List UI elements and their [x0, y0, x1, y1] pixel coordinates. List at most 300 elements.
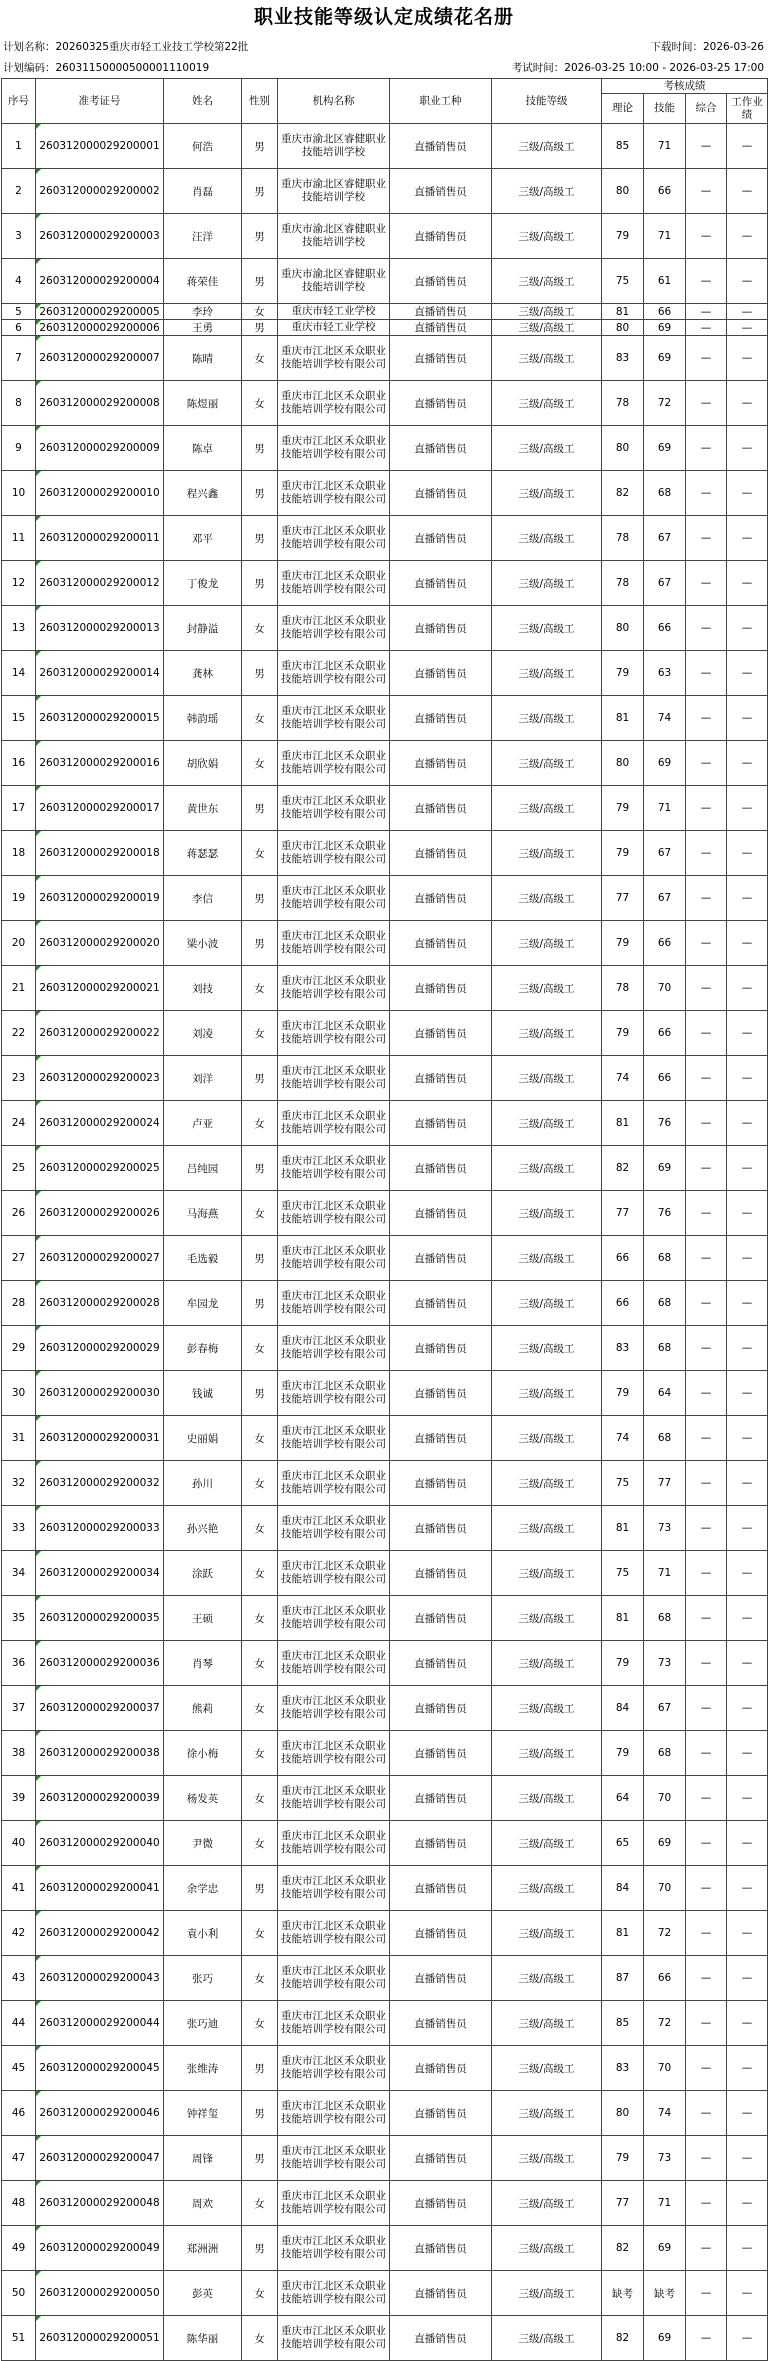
cell-name: 张维涛 [164, 2046, 242, 2091]
cell-theory: 85 [602, 124, 644, 169]
cell-theory: 79 [602, 214, 644, 259]
cell-skill: 73 [644, 1641, 686, 1686]
cell-ticket: 260312000029200005 [36, 304, 164, 320]
cell-gender: 女 [242, 1191, 278, 1236]
cell-org: 重庆市江北区禾众职业技能培训学校有限公司 [278, 1641, 390, 1686]
cell-theory: 75 [602, 1461, 644, 1506]
cell-gender: 女 [242, 304, 278, 320]
table-row [2, 651, 768, 696]
cell-gender: 男 [242, 2226, 278, 2271]
cell-seq: 10 [2, 471, 36, 516]
table-row [2, 966, 768, 1011]
cell-overall: — [686, 516, 727, 561]
cell-theory: 79 [602, 651, 644, 696]
cell-org: 重庆市江北区禾众职业技能培训学校有限公司 [278, 1011, 390, 1056]
cell-org: 重庆市江北区禾众职业技能培训学校有限公司 [278, 2001, 390, 2046]
cell-job: 直播销售员 [390, 1371, 492, 1416]
cell-gender: 男 [242, 124, 278, 169]
cell-org: 重庆市轻工业学校 [278, 320, 390, 336]
cell-gender: 女 [242, 1686, 278, 1731]
cell-job: 直播销售员 [390, 214, 492, 259]
cell-ticket: 260312000029200013 [36, 606, 164, 651]
cell-skill: 66 [644, 304, 686, 320]
table-row [2, 1776, 768, 1821]
cell-theory: 74 [602, 1416, 644, 1461]
cell-gender: 女 [242, 831, 278, 876]
cell-seq: 31 [2, 1416, 36, 1461]
cell-org: 重庆市江北区禾众职业技能培训学校有限公司 [278, 1686, 390, 1731]
cell-org: 重庆市江北区禾众职业技能培训学校有限公司 [278, 1551, 390, 1596]
cell-skill: 72 [644, 2001, 686, 2046]
cell-skill: 77 [644, 1461, 686, 1506]
table-row [2, 169, 768, 214]
cell-org: 重庆市江北区禾众职业技能培训学校有限公司 [278, 2181, 390, 2226]
table-row [2, 1236, 768, 1281]
cell-level: 三级/高级工 [492, 786, 602, 831]
cell-gender: 女 [242, 1821, 278, 1866]
cell-gender: 男 [242, 214, 278, 259]
cell-overall: — [686, 214, 727, 259]
cell-ticket: 260312000029200030 [36, 1371, 164, 1416]
header-level: 技能等级 [492, 79, 602, 124]
cell-org: 重庆市江北区禾众职业技能培训学校有限公司 [278, 1191, 390, 1236]
cell-org: 重庆市轻工业学校 [278, 304, 390, 320]
cell-name: 孙兴艳 [164, 1506, 242, 1551]
cell-theory: 77 [602, 876, 644, 921]
cell-name: 牟园龙 [164, 1281, 242, 1326]
cell-ticket: 260312000029200028 [36, 1281, 164, 1326]
cell-skill: 69 [644, 1146, 686, 1191]
cell-gender: 男 [242, 1371, 278, 1416]
cell-job: 直播销售员 [390, 966, 492, 1011]
cell-theory: 80 [602, 606, 644, 651]
cell-overall: — [686, 2091, 727, 2136]
table-row [2, 606, 768, 651]
cell-gender: 女 [242, 1911, 278, 1956]
cell-level: 三级/高级工 [492, 1596, 602, 1641]
cell-level: 三级/高级工 [492, 2226, 602, 2271]
cell-org: 重庆市江北区禾众职业技能培训学校有限公司 [278, 516, 390, 561]
cell-performance: — [727, 1011, 768, 1056]
cell-overall: — [686, 921, 727, 966]
cell-overall: — [686, 304, 727, 320]
cell-performance: — [727, 2271, 768, 2316]
cell-ticket: 260312000029200029 [36, 1326, 164, 1371]
cell-overall: — [686, 831, 727, 876]
cell-name: 黄世东 [164, 786, 242, 831]
cell-job: 直播销售员 [390, 1101, 492, 1146]
cell-org: 重庆市江北区禾众职业技能培训学校有限公司 [278, 2136, 390, 2181]
cell-ticket: 260312000029200031 [36, 1416, 164, 1461]
cell-performance: — [727, 1776, 768, 1821]
cell-theory: 79 [602, 1731, 644, 1776]
cell-seq: 33 [2, 1506, 36, 1551]
cell-job: 直播销售员 [390, 1866, 492, 1911]
cell-level: 三级/高级工 [492, 304, 602, 320]
cell-job: 直播销售员 [390, 1596, 492, 1641]
table-row [2, 2136, 768, 2181]
cell-theory: 65 [602, 1821, 644, 1866]
cell-gender: 女 [242, 1461, 278, 1506]
cell-performance: — [727, 304, 768, 320]
cell-job: 直播销售员 [390, 381, 492, 426]
cell-name: 张巧 [164, 1956, 242, 2001]
cell-job: 直播销售员 [390, 2046, 492, 2091]
cell-overall: — [686, 1551, 727, 1596]
cell-performance: — [727, 651, 768, 696]
cell-ticket: 260312000029200012 [36, 561, 164, 606]
cell-level: 三级/高级工 [492, 1506, 602, 1551]
cell-level: 三级/高级工 [492, 1416, 602, 1461]
cell-theory: 85 [602, 2001, 644, 2046]
cell-level: 三级/高级工 [492, 1641, 602, 1686]
cell-level: 三级/高级工 [492, 124, 602, 169]
cell-overall: — [686, 259, 727, 304]
cell-org: 重庆市江北区禾众职业技能培训学校有限公司 [278, 561, 390, 606]
cell-job: 直播销售员 [390, 921, 492, 966]
cell-performance: — [727, 786, 768, 831]
cell-org: 重庆市江北区禾众职业技能培训学校有限公司 [278, 1326, 390, 1371]
cell-seq: 51 [2, 2316, 36, 2361]
cell-theory: 82 [602, 2316, 644, 2361]
cell-name: 刘洋 [164, 1056, 242, 1101]
cell-name: 张巧迪 [164, 2001, 242, 2046]
cell-performance: — [727, 1596, 768, 1641]
cell-overall: — [686, 336, 727, 381]
cell-overall: — [686, 124, 727, 169]
cell-seq: 5 [2, 304, 36, 320]
cell-overall: — [686, 471, 727, 516]
cell-skill: 67 [644, 561, 686, 606]
cell-performance: — [727, 2046, 768, 2091]
cell-job: 直播销售员 [390, 1776, 492, 1821]
cell-performance: — [727, 1101, 768, 1146]
cell-overall: — [686, 2271, 727, 2316]
cell-seq: 36 [2, 1641, 36, 1686]
cell-job: 直播销售员 [390, 1146, 492, 1191]
table-row [2, 1866, 768, 1911]
cell-level: 三级/高级工 [492, 169, 602, 214]
cell-overall: — [686, 1776, 727, 1821]
cell-job: 直播销售员 [390, 2181, 492, 2226]
cell-overall: — [686, 2316, 727, 2361]
header-name: 姓名 [164, 79, 242, 124]
cell-ticket: 260312000029200042 [36, 1911, 164, 1956]
exam-time: 考试时间：2026-03-25 10:00 - 2026-03-25 17:00 [511, 62, 764, 74]
cell-overall: — [686, 1191, 727, 1236]
cell-level: 三级/高级工 [492, 1236, 602, 1281]
cell-skill: 67 [644, 1686, 686, 1731]
cell-level: 三级/高级工 [492, 1911, 602, 1956]
cell-org: 重庆市江北区禾众职业技能培训学校有限公司 [278, 651, 390, 696]
cell-name: 陈卓 [164, 426, 242, 471]
cell-org: 重庆市江北区禾众职业技能培训学校有限公司 [278, 1416, 390, 1461]
cell-skill: 68 [644, 1326, 686, 1371]
header-performance: 工作业绩 [727, 94, 768, 124]
table-row [2, 1911, 768, 1956]
table-body [2, 124, 768, 2361]
cell-seq: 38 [2, 1731, 36, 1776]
cell-org: 重庆市渝北区睿健职业技能培训学校 [278, 124, 390, 169]
cell-skill: 67 [644, 876, 686, 921]
cell-ticket: 260312000029200049 [36, 2226, 164, 2271]
cell-seq: 42 [2, 1911, 36, 1956]
table-row [2, 1956, 768, 2001]
cell-ticket: 260312000029200008 [36, 381, 164, 426]
table-row [2, 1281, 768, 1326]
cell-theory: 82 [602, 1146, 644, 1191]
cell-overall: — [686, 1011, 727, 1056]
cell-gender: 男 [242, 786, 278, 831]
cell-overall: — [686, 1416, 727, 1461]
cell-job: 直播销售员 [390, 259, 492, 304]
cell-ticket: 260312000029200043 [36, 1956, 164, 2001]
cell-overall: — [686, 1281, 727, 1326]
cell-seq: 18 [2, 831, 36, 876]
cell-skill: 63 [644, 651, 686, 696]
cell-overall: — [686, 651, 727, 696]
cell-name: 孙川 [164, 1461, 242, 1506]
cell-performance: — [727, 966, 768, 1011]
cell-overall: — [686, 1056, 727, 1101]
cell-theory: 81 [602, 1506, 644, 1551]
cell-job: 直播销售员 [390, 1416, 492, 1461]
cell-gender: 女 [242, 2316, 278, 2361]
cell-org: 重庆市江北区禾众职业技能培训学校有限公司 [278, 1101, 390, 1146]
cell-overall: — [686, 1506, 727, 1551]
table-row [2, 259, 768, 304]
cell-performance: — [727, 2316, 768, 2361]
cell-theory: 81 [602, 304, 644, 320]
cell-seq: 11 [2, 516, 36, 561]
cell-overall: — [686, 1236, 727, 1281]
cell-skill: 67 [644, 831, 686, 876]
cell-seq: 2 [2, 169, 36, 214]
cell-performance: — [727, 741, 768, 786]
cell-job: 直播销售员 [390, 1326, 492, 1371]
table-row [2, 1326, 768, 1371]
cell-ticket: 260312000029200050 [36, 2271, 164, 2316]
cell-level: 三级/高级工 [492, 1731, 602, 1776]
cell-level: 三级/高级工 [492, 214, 602, 259]
table-row [2, 696, 768, 741]
cell-performance: — [727, 214, 768, 259]
cell-gender: 女 [242, 741, 278, 786]
cell-org: 重庆市江北区禾众职业技能培训学校有限公司 [278, 966, 390, 1011]
cell-name: 龚林 [164, 651, 242, 696]
cell-gender: 男 [242, 2046, 278, 2091]
cell-seq: 47 [2, 2136, 36, 2181]
cell-gender: 男 [242, 1056, 278, 1101]
cell-ticket: 260312000029200044 [36, 2001, 164, 2046]
cell-skill: 74 [644, 2091, 686, 2136]
cell-seq: 43 [2, 1956, 36, 2001]
cell-overall: — [686, 1686, 727, 1731]
cell-ticket: 260312000029200021 [36, 966, 164, 1011]
cell-level: 三级/高级工 [492, 1056, 602, 1101]
table-row [2, 561, 768, 606]
cell-performance: — [727, 320, 768, 336]
cell-gender: 男 [242, 921, 278, 966]
cell-org: 重庆市江北区禾众职业技能培训学校有限公司 [278, 1281, 390, 1326]
cell-level: 三级/高级工 [492, 2046, 602, 2091]
cell-job: 直播销售员 [390, 1056, 492, 1101]
cell-level: 三级/高级工 [492, 966, 602, 1011]
cell-skill: 66 [644, 1056, 686, 1101]
cell-theory: 79 [602, 786, 644, 831]
cell-org: 重庆市江北区禾众职业技能培训学校有限公司 [278, 471, 390, 516]
cell-level: 三级/高级工 [492, 696, 602, 741]
plan-code: 计划编码：26031150000500001110019 [3, 62, 210, 74]
cell-gender: 女 [242, 1776, 278, 1821]
cell-performance: — [727, 1956, 768, 2001]
cell-gender: 男 [242, 1281, 278, 1326]
cell-seq: 40 [2, 1821, 36, 1866]
cell-theory: 80 [602, 169, 644, 214]
cell-theory: 75 [602, 1551, 644, 1596]
cell-theory: 82 [602, 471, 644, 516]
cell-seq: 29 [2, 1326, 36, 1371]
cell-theory: 81 [602, 1911, 644, 1956]
cell-performance: — [727, 336, 768, 381]
cell-level: 三级/高级工 [492, 2181, 602, 2226]
cell-job: 直播销售员 [390, 2091, 492, 2136]
cell-name: 彭英 [164, 2271, 242, 2316]
cell-level: 三级/高级工 [492, 1101, 602, 1146]
cell-job: 直播销售员 [390, 2136, 492, 2181]
cell-job: 直播销售员 [390, 1686, 492, 1731]
cell-name: 毛选毅 [164, 1236, 242, 1281]
cell-performance: — [727, 1146, 768, 1191]
cell-overall: — [686, 1956, 727, 2001]
cell-gender: 女 [242, 1011, 278, 1056]
cell-ticket: 260312000029200047 [36, 2136, 164, 2181]
cell-performance: — [727, 1866, 768, 1911]
cell-ticket: 260312000029200037 [36, 1686, 164, 1731]
cell-skill: 76 [644, 1191, 686, 1236]
cell-name: 卢亚 [164, 1101, 242, 1146]
cell-ticket: 260312000029200003 [36, 214, 164, 259]
cell-name: 刘凌 [164, 1011, 242, 1056]
cell-theory: 79 [602, 921, 644, 966]
cell-org: 重庆市江北区禾众职业技能培训学校有限公司 [278, 1146, 390, 1191]
cell-overall: — [686, 2226, 727, 2271]
cell-skill: 71 [644, 786, 686, 831]
cell-skill: 61 [644, 259, 686, 304]
cell-skill: 68 [644, 1416, 686, 1461]
cell-theory: 缺考 [602, 2271, 644, 2316]
cell-theory: 79 [602, 831, 644, 876]
cell-gender: 男 [242, 876, 278, 921]
cell-seq: 30 [2, 1371, 36, 1416]
download-time: 下载时间：2026-03-26 [650, 41, 764, 53]
cell-theory: 77 [602, 1191, 644, 1236]
cell-theory: 64 [602, 1776, 644, 1821]
cell-ticket: 260312000029200039 [36, 1776, 164, 1821]
cell-ticket: 260312000029200038 [36, 1731, 164, 1776]
cell-job: 直播销售员 [390, 1191, 492, 1236]
cell-seq: 9 [2, 426, 36, 471]
cell-name: 周欢 [164, 2181, 242, 2226]
cell-name: 何浩 [164, 124, 242, 169]
cell-overall: — [686, 1146, 727, 1191]
cell-ticket: 260312000029200017 [36, 786, 164, 831]
cell-seq: 23 [2, 1056, 36, 1101]
cell-name: 李玲 [164, 304, 242, 320]
header-org: 机构名称 [278, 79, 390, 124]
cell-ticket: 260312000029200023 [36, 1056, 164, 1101]
cell-level: 三级/高级工 [492, 2001, 602, 2046]
cell-gender: 女 [242, 1731, 278, 1776]
cell-ticket: 260312000029200015 [36, 696, 164, 741]
cell-performance: — [727, 876, 768, 921]
cell-gender: 男 [242, 320, 278, 336]
cell-name: 刘技 [164, 966, 242, 1011]
cell-job: 直播销售员 [390, 876, 492, 921]
cell-skill: 67 [644, 516, 686, 561]
cell-seq: 14 [2, 651, 36, 696]
cell-overall: — [686, 1326, 727, 1371]
cell-performance: — [727, 1641, 768, 1686]
table-row [2, 1641, 768, 1686]
cell-ticket: 260312000029200022 [36, 1011, 164, 1056]
cell-gender: 女 [242, 381, 278, 426]
cell-job: 直播销售员 [390, 1281, 492, 1326]
cell-org: 重庆市江北区禾众职业技能培训学校有限公司 [278, 1911, 390, 1956]
cell-level: 三级/高级工 [492, 1821, 602, 1866]
cell-theory: 81 [602, 1596, 644, 1641]
cell-name: 徐小梅 [164, 1731, 242, 1776]
cell-gender: 女 [242, 1416, 278, 1461]
cell-seq: 17 [2, 786, 36, 831]
cell-gender: 男 [242, 651, 278, 696]
cell-name: 钱诚 [164, 1371, 242, 1416]
cell-name: 钟祥玺 [164, 2091, 242, 2136]
cell-theory: 74 [602, 1056, 644, 1101]
cell-skill: 74 [644, 696, 686, 741]
cell-org: 重庆市江北区禾众职业技能培训学校有限公司 [278, 426, 390, 471]
cell-seq: 16 [2, 741, 36, 786]
cell-name: 李信 [164, 876, 242, 921]
cell-seq: 41 [2, 1866, 36, 1911]
cell-ticket: 260312000029200035 [36, 1596, 164, 1641]
cell-skill: 72 [644, 381, 686, 426]
cell-job: 直播销售员 [390, 336, 492, 381]
cell-org: 重庆市江北区禾众职业技能培训学校有限公司 [278, 2271, 390, 2316]
cell-org: 重庆市江北区禾众职业技能培训学校有限公司 [278, 876, 390, 921]
table-row [2, 336, 768, 381]
cell-level: 三级/高级工 [492, 336, 602, 381]
cell-org: 重庆市江北区禾众职业技能培训学校有限公司 [278, 1596, 390, 1641]
cell-name: 王硕 [164, 1596, 242, 1641]
cell-org: 重庆市江北区禾众职业技能培训学校有限公司 [278, 1236, 390, 1281]
cell-job: 直播销售员 [390, 606, 492, 651]
cell-performance: — [727, 1191, 768, 1236]
cell-seq: 26 [2, 1191, 36, 1236]
cell-performance: — [727, 606, 768, 651]
cell-level: 三级/高级工 [492, 1146, 602, 1191]
table-row [2, 1416, 768, 1461]
cell-level: 三级/高级工 [492, 561, 602, 606]
cell-name: 肖琴 [164, 1641, 242, 1686]
cell-job: 直播销售员 [390, 1821, 492, 1866]
cell-performance: — [727, 259, 768, 304]
table-row [2, 921, 768, 966]
cell-level: 三级/高级工 [492, 606, 602, 651]
cell-gender: 女 [242, 1956, 278, 2001]
cell-gender: 女 [242, 1101, 278, 1146]
cell-level: 三级/高级工 [492, 259, 602, 304]
